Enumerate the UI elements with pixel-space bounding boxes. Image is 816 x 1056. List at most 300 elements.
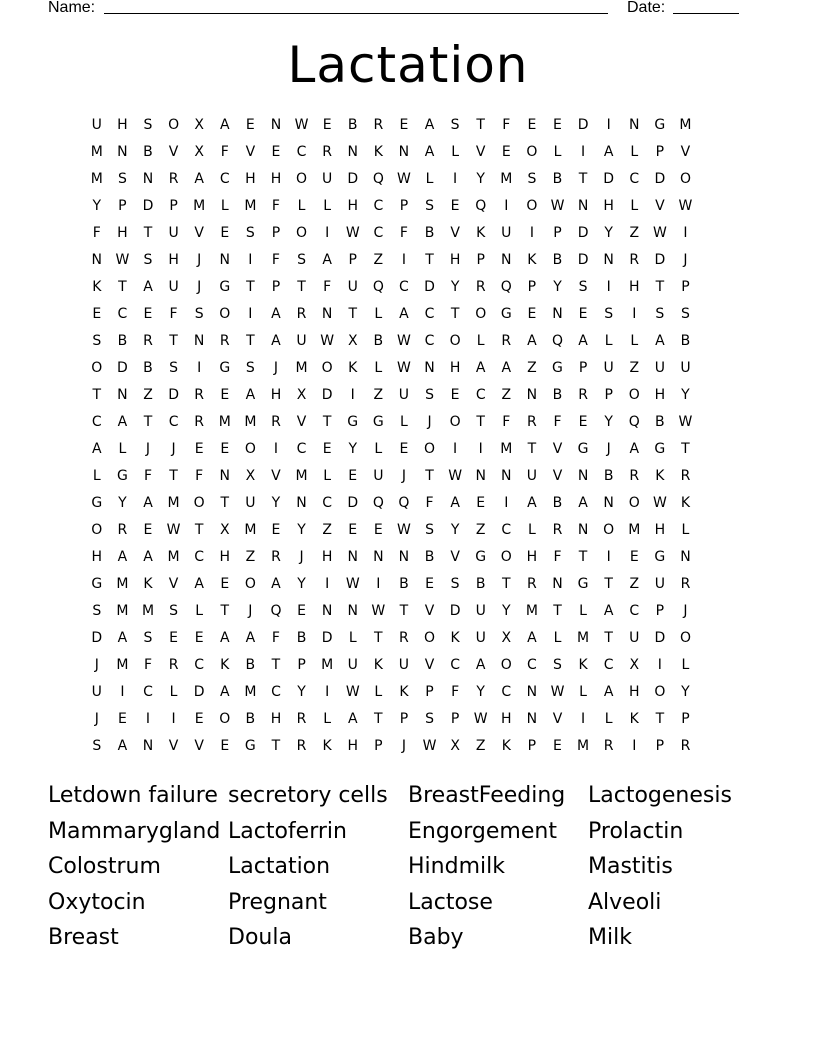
- grid-letter: O: [424, 630, 436, 646]
- grid-letter: I: [478, 441, 483, 457]
- grid-letter: C: [629, 603, 640, 619]
- grid-letter: R: [603, 738, 614, 754]
- grid-letter: V: [245, 144, 256, 160]
- grid-letter: A: [219, 630, 230, 646]
- grid-letter: Y: [297, 576, 306, 592]
- grid-letter: H: [629, 684, 640, 700]
- grid-letter: F: [220, 144, 229, 160]
- name-blank-line[interactable]: [104, 13, 608, 14]
- grid-letter: B: [552, 387, 563, 403]
- grid-letter: E: [578, 306, 588, 322]
- grid-letter: N: [219, 252, 230, 268]
- grid-letter: H: [91, 549, 103, 565]
- grid-letter: Q: [372, 495, 384, 511]
- grid-letter: J: [197, 252, 202, 268]
- grid-letter: V: [271, 468, 281, 484]
- grid-letter: R: [271, 414, 281, 430]
- word-bank-item: Pregnant: [228, 889, 327, 915]
- grid-letter: B: [117, 333, 128, 349]
- grid-letter: B: [296, 630, 307, 646]
- grid-letter: K: [578, 657, 588, 673]
- grid-letter: A: [347, 711, 358, 727]
- grid-letter: N: [347, 144, 358, 160]
- grid-letter: N: [398, 549, 410, 565]
- grid-letter: V: [475, 144, 486, 160]
- grid-letter: W: [397, 360, 411, 376]
- grid-letter: C: [399, 279, 409, 295]
- grid-letter: C: [296, 144, 307, 160]
- grid-letter: N: [603, 252, 614, 268]
- grid-letter: I: [145, 711, 151, 727]
- grid-letter: D: [654, 252, 666, 268]
- grid-letter: M: [90, 171, 103, 187]
- grid-letter: S: [169, 360, 179, 376]
- grid-letter: M: [116, 576, 129, 592]
- word-bank-item: Colostrum: [48, 854, 161, 879]
- grid-letter: U: [398, 657, 410, 673]
- grid-letter: W: [550, 684, 565, 700]
- grid-letter: H: [117, 117, 128, 133]
- grid-letter: O: [500, 549, 512, 565]
- grid-letter: Q: [398, 495, 410, 511]
- grid-letter: J: [197, 279, 202, 295]
- grid-letter: S: [425, 198, 434, 214]
- grid-letter: R: [680, 576, 691, 592]
- grid-letter: T: [143, 225, 153, 241]
- grid-letter: S: [450, 576, 460, 592]
- grid-letter: K: [450, 630, 460, 646]
- grid-letter: A: [501, 360, 512, 376]
- grid-letter: A: [271, 576, 281, 592]
- grid-letter: T: [297, 279, 306, 295]
- grid-letter: C: [450, 657, 460, 673]
- grid-letter: N: [91, 252, 103, 268]
- grid-letter: T: [502, 576, 511, 592]
- grid-letter: T: [118, 279, 127, 295]
- grid-letter: Z: [501, 387, 512, 403]
- grid-letter: Z: [629, 576, 640, 592]
- grid-letter: R: [322, 144, 332, 160]
- grid-letter: V: [450, 549, 460, 565]
- grid-row: [84, 571, 698, 598]
- grid-letter: V: [552, 711, 563, 727]
- grid-letter: I: [273, 441, 279, 457]
- grid-letter: X: [450, 738, 460, 754]
- word-bank-item: Mastitis: [588, 854, 673, 879]
- grid-letter: I: [632, 738, 637, 754]
- grid-letter: S: [143, 252, 153, 268]
- grid-letter: O: [679, 630, 691, 646]
- grid-row: [84, 328, 698, 355]
- grid-letter: G: [654, 117, 666, 133]
- grid-letter: L: [451, 144, 460, 160]
- grid-letter: E: [629, 549, 639, 565]
- grid-letter: W: [371, 603, 386, 619]
- grid-letter: Y: [450, 522, 460, 538]
- grid-letter: P: [118, 198, 127, 214]
- grid-letter: L: [604, 711, 613, 727]
- grid-letter: D: [577, 252, 589, 268]
- grid-letter: C: [194, 549, 205, 565]
- grid-letter: E: [143, 522, 153, 538]
- grid-letter: W: [397, 522, 411, 538]
- grid-letter: M: [167, 549, 180, 565]
- grid-letter: O: [628, 495, 640, 511]
- grid-letter: R: [629, 468, 640, 484]
- grid-row: [84, 436, 698, 463]
- grid-letter: N: [321, 306, 333, 322]
- grid-letter: E: [194, 441, 204, 457]
- grid-letter: C: [475, 387, 486, 403]
- grid-letter: G: [552, 360, 563, 376]
- grid-letter: E: [271, 522, 281, 538]
- grid-letter: L: [323, 198, 332, 214]
- grid-letter: L: [579, 603, 587, 619]
- grid-letter: C: [322, 495, 333, 511]
- grid-letter: T: [194, 522, 204, 538]
- grid-letter: A: [578, 495, 588, 511]
- grid-letter: N: [577, 198, 589, 214]
- grid-letter: G: [372, 414, 384, 430]
- grid-letter: C: [424, 306, 435, 322]
- grid-letter: Y: [271, 495, 281, 511]
- grid-letter: N: [219, 468, 230, 484]
- grid-letter: P: [476, 252, 485, 268]
- grid-letter: N: [552, 306, 563, 322]
- grid-letter: H: [629, 279, 640, 295]
- grid-letter: S: [245, 360, 255, 376]
- grid-letter: G: [91, 576, 103, 592]
- grid-letter: W: [345, 576, 360, 592]
- grid-letter: R: [680, 468, 691, 484]
- grid-letter: D: [577, 225, 589, 241]
- grid-letter: B: [424, 225, 435, 241]
- grid-letter: V: [552, 468, 563, 484]
- grid-letter: N: [577, 522, 589, 538]
- grid-letter: C: [501, 522, 512, 538]
- grid-letter: E: [322, 441, 332, 457]
- grid-letter: E: [220, 738, 230, 754]
- grid-letter: A: [117, 414, 128, 430]
- grid-letter: A: [527, 495, 537, 511]
- grid-letter: R: [373, 117, 384, 133]
- grid-letter: O: [449, 414, 461, 430]
- grid-letter: B: [143, 360, 153, 376]
- grid-letter: A: [117, 630, 128, 646]
- grid-letter: T: [246, 333, 255, 349]
- grid-letter: R: [296, 306, 307, 322]
- grid-letter: T: [246, 279, 255, 295]
- grid-letter: D: [321, 630, 333, 646]
- grid-letter: T: [553, 603, 562, 619]
- word-bank-item: Oxytocin: [48, 889, 146, 915]
- grid-letter: N: [398, 144, 410, 160]
- grid-letter: N: [552, 576, 563, 592]
- grid-letter: U: [501, 225, 512, 241]
- grid-letter: N: [321, 603, 333, 619]
- grid-letter: B: [424, 549, 435, 565]
- grid-letter: I: [632, 306, 637, 322]
- grid-letter: C: [219, 171, 230, 187]
- grid-letter: L: [681, 657, 690, 673]
- grid-letter: G: [244, 738, 256, 754]
- grid-letter: O: [168, 117, 180, 133]
- grid-letter: W: [652, 495, 667, 511]
- grid-letter: Z: [475, 738, 486, 754]
- grid-letter: H: [270, 711, 282, 727]
- grid-letter: E: [220, 576, 230, 592]
- grid-letter: U: [296, 333, 307, 349]
- grid-letter: T: [374, 711, 383, 727]
- grid-letter: Z: [373, 387, 384, 403]
- grid-letter: H: [219, 549, 231, 565]
- grid-letter: O: [219, 711, 231, 727]
- grid-letter: E: [450, 387, 460, 403]
- grid-letter: F: [425, 495, 434, 511]
- grid-letter: M: [167, 495, 180, 511]
- grid-letter: P: [655, 738, 665, 754]
- grid-letter: P: [297, 657, 306, 673]
- grid-letter: T: [604, 630, 613, 646]
- grid-letter: A: [399, 306, 409, 322]
- grid-letter: Q: [628, 414, 640, 430]
- grid-letter: A: [527, 630, 537, 646]
- grid-letter: U: [654, 360, 665, 376]
- grid-letter: I: [401, 252, 406, 268]
- grid-letter: N: [526, 684, 538, 700]
- grid-letter: J: [273, 360, 279, 376]
- grid-row: [84, 733, 698, 760]
- grid-letter: K: [373, 657, 383, 673]
- grid-letter: D: [347, 495, 359, 511]
- grid-letter: L: [604, 333, 613, 349]
- grid-letter: K: [92, 279, 102, 295]
- grid-letter: K: [399, 684, 409, 700]
- grid-letter: U: [347, 279, 358, 295]
- grid-letter: Q: [372, 171, 384, 187]
- grid-letter: Y: [118, 495, 127, 511]
- grid-letter: T: [450, 306, 460, 322]
- grid-letter: A: [475, 657, 486, 673]
- grid-letter: C: [527, 657, 537, 673]
- grid-letter: A: [527, 333, 537, 349]
- grid-letter: O: [628, 387, 640, 403]
- grid-letter: P: [271, 279, 281, 295]
- grid-letter: F: [553, 414, 562, 430]
- grid-letter: P: [527, 738, 537, 754]
- grid-letter: G: [475, 549, 487, 565]
- grid-letter: P: [578, 360, 588, 376]
- grid-letter: I: [120, 684, 125, 700]
- grid-letter: P: [425, 684, 434, 700]
- grid-letter: T: [143, 414, 153, 430]
- grid-letter: B: [655, 414, 665, 430]
- grid-letter: S: [655, 306, 665, 322]
- grid-letter: O: [321, 360, 333, 376]
- grid-letter: S: [117, 171, 127, 187]
- word-bank-item: Lactose: [408, 889, 493, 915]
- grid-letter: R: [271, 549, 281, 565]
- grid-letter: R: [501, 333, 512, 349]
- grid-letter: O: [500, 657, 512, 673]
- grid-letter: P: [604, 387, 613, 403]
- grid-letter: H: [526, 549, 538, 565]
- grid-letter: S: [450, 117, 460, 133]
- grid-letter: Q: [475, 198, 487, 214]
- grid-letter: D: [347, 171, 359, 187]
- grid-letter: T: [92, 387, 102, 403]
- grid-letter: A: [92, 441, 102, 457]
- grid-letter: B: [373, 333, 384, 349]
- grid-letter: R: [680, 738, 691, 754]
- grid-letter: T: [220, 495, 230, 511]
- grid-letter: W: [166, 522, 181, 538]
- word-bank-item: Mammarygland: [48, 818, 221, 844]
- grid-letter: P: [655, 603, 665, 619]
- grid-letter: A: [219, 684, 230, 700]
- grid-letter: P: [271, 225, 281, 241]
- grid-letter: O: [679, 171, 691, 187]
- grid-letter: N: [117, 387, 128, 403]
- grid-letter: B: [552, 495, 563, 511]
- grid-letter: N: [347, 549, 358, 565]
- word-bank-item: Milk: [588, 925, 632, 950]
- grid-letter: O: [91, 360, 103, 376]
- grid-letter: L: [374, 441, 383, 457]
- grid-letter: K: [680, 495, 691, 511]
- grid-row: [84, 490, 698, 517]
- grid-letter: T: [348, 306, 358, 322]
- grid-letter: T: [425, 252, 434, 268]
- grid-letter: V: [168, 576, 179, 592]
- grid-letter: H: [117, 225, 128, 241]
- grid-letter: L: [579, 684, 587, 700]
- grid-letter: E: [399, 441, 409, 457]
- grid-letter: U: [168, 225, 179, 241]
- grid-letter: A: [424, 117, 435, 133]
- grid-letter: Y: [553, 279, 562, 295]
- grid-letter: U: [91, 684, 102, 700]
- grid-letter: S: [578, 279, 588, 295]
- grid-letter: U: [680, 360, 691, 376]
- grid-row: [84, 517, 698, 544]
- grid-row: [84, 139, 698, 166]
- grid-letter: O: [603, 522, 615, 538]
- word-bank-item: Alveoli: [588, 889, 662, 915]
- grid-letter: Y: [297, 522, 306, 538]
- grid-letter: P: [655, 144, 665, 160]
- grid-letter: Z: [629, 225, 640, 241]
- grid-letter: X: [629, 657, 640, 673]
- grid-letter: G: [91, 495, 103, 511]
- grid-letter: N: [603, 495, 614, 511]
- grid-letter: L: [630, 144, 639, 160]
- grid-letter: N: [629, 117, 640, 133]
- grid-letter: L: [323, 711, 332, 727]
- grid-letter: N: [526, 711, 538, 727]
- grid-letter: Q: [270, 603, 282, 619]
- grid-letter: P: [399, 711, 409, 727]
- grid-letter: R: [168, 657, 179, 673]
- grid-letter: N: [193, 333, 205, 349]
- grid-letter: R: [168, 171, 179, 187]
- grid-letter: E: [297, 603, 306, 619]
- grid-letter: R: [194, 387, 205, 403]
- grid-letter: F: [143, 468, 153, 484]
- grid-letter: G: [577, 441, 589, 457]
- grid-letter: F: [553, 549, 562, 565]
- grid-letter: L: [297, 198, 306, 214]
- grid-letter: T: [169, 468, 178, 484]
- grid-letter: N: [526, 387, 538, 403]
- grid-letter: L: [527, 522, 536, 538]
- grid-letter: D: [577, 117, 589, 133]
- grid-letter: J: [145, 441, 151, 457]
- grid-letter: M: [679, 117, 692, 133]
- grid-letter: Y: [681, 684, 690, 700]
- grid-letter: N: [424, 360, 435, 376]
- grid-letter: E: [527, 117, 537, 133]
- grid-letter: W: [652, 225, 667, 241]
- grid-letter: U: [475, 603, 486, 619]
- grid-letter: T: [578, 549, 588, 565]
- grid-letter: M: [628, 522, 641, 538]
- grid-letter: N: [117, 144, 128, 160]
- grid-letter: C: [91, 414, 102, 430]
- grid-row: [84, 598, 698, 625]
- grid-letter: Y: [348, 441, 358, 457]
- grid-letter: Q: [372, 279, 384, 295]
- grid-letter: F: [502, 117, 511, 133]
- grid-letter: B: [245, 711, 256, 727]
- grid-letter: A: [271, 333, 281, 349]
- grid-letter: R: [552, 522, 563, 538]
- grid-letter: Z: [475, 522, 486, 538]
- grid-letter: I: [606, 117, 611, 133]
- grid-letter: K: [501, 738, 511, 754]
- grid-letter: U: [526, 468, 538, 484]
- grid-letter: V: [194, 225, 204, 241]
- grid-letter: T: [681, 441, 690, 457]
- grid-letter: S: [425, 522, 434, 538]
- grid-letter: I: [581, 144, 586, 160]
- grid-letter: L: [118, 441, 127, 457]
- page-title: Lactation: [287, 36, 529, 94]
- grid-letter: I: [325, 684, 330, 700]
- date-blank-line[interactable]: [673, 13, 739, 14]
- grid-row: [84, 112, 698, 139]
- grid-letter: L: [630, 333, 639, 349]
- grid-letter: Z: [143, 387, 153, 403]
- grid-letter: C: [117, 306, 128, 322]
- grid-letter: X: [347, 333, 358, 349]
- grid-letter: S: [92, 603, 102, 619]
- grid-letter: R: [117, 522, 128, 538]
- grid-letter: B: [347, 117, 358, 133]
- grid-letter: Y: [476, 171, 485, 187]
- grid-letter: O: [424, 441, 436, 457]
- grid-letter: F: [271, 630, 280, 646]
- grid-letter: I: [325, 576, 330, 592]
- grid-row: [84, 193, 698, 220]
- grid-letter: L: [169, 684, 178, 700]
- grid-letter: L: [323, 468, 332, 484]
- grid-letter: F: [271, 252, 280, 268]
- grid-letter: V: [194, 738, 204, 754]
- grid-letter: U: [322, 171, 333, 187]
- grid-letter: S: [297, 252, 306, 268]
- grid-letter: O: [219, 306, 231, 322]
